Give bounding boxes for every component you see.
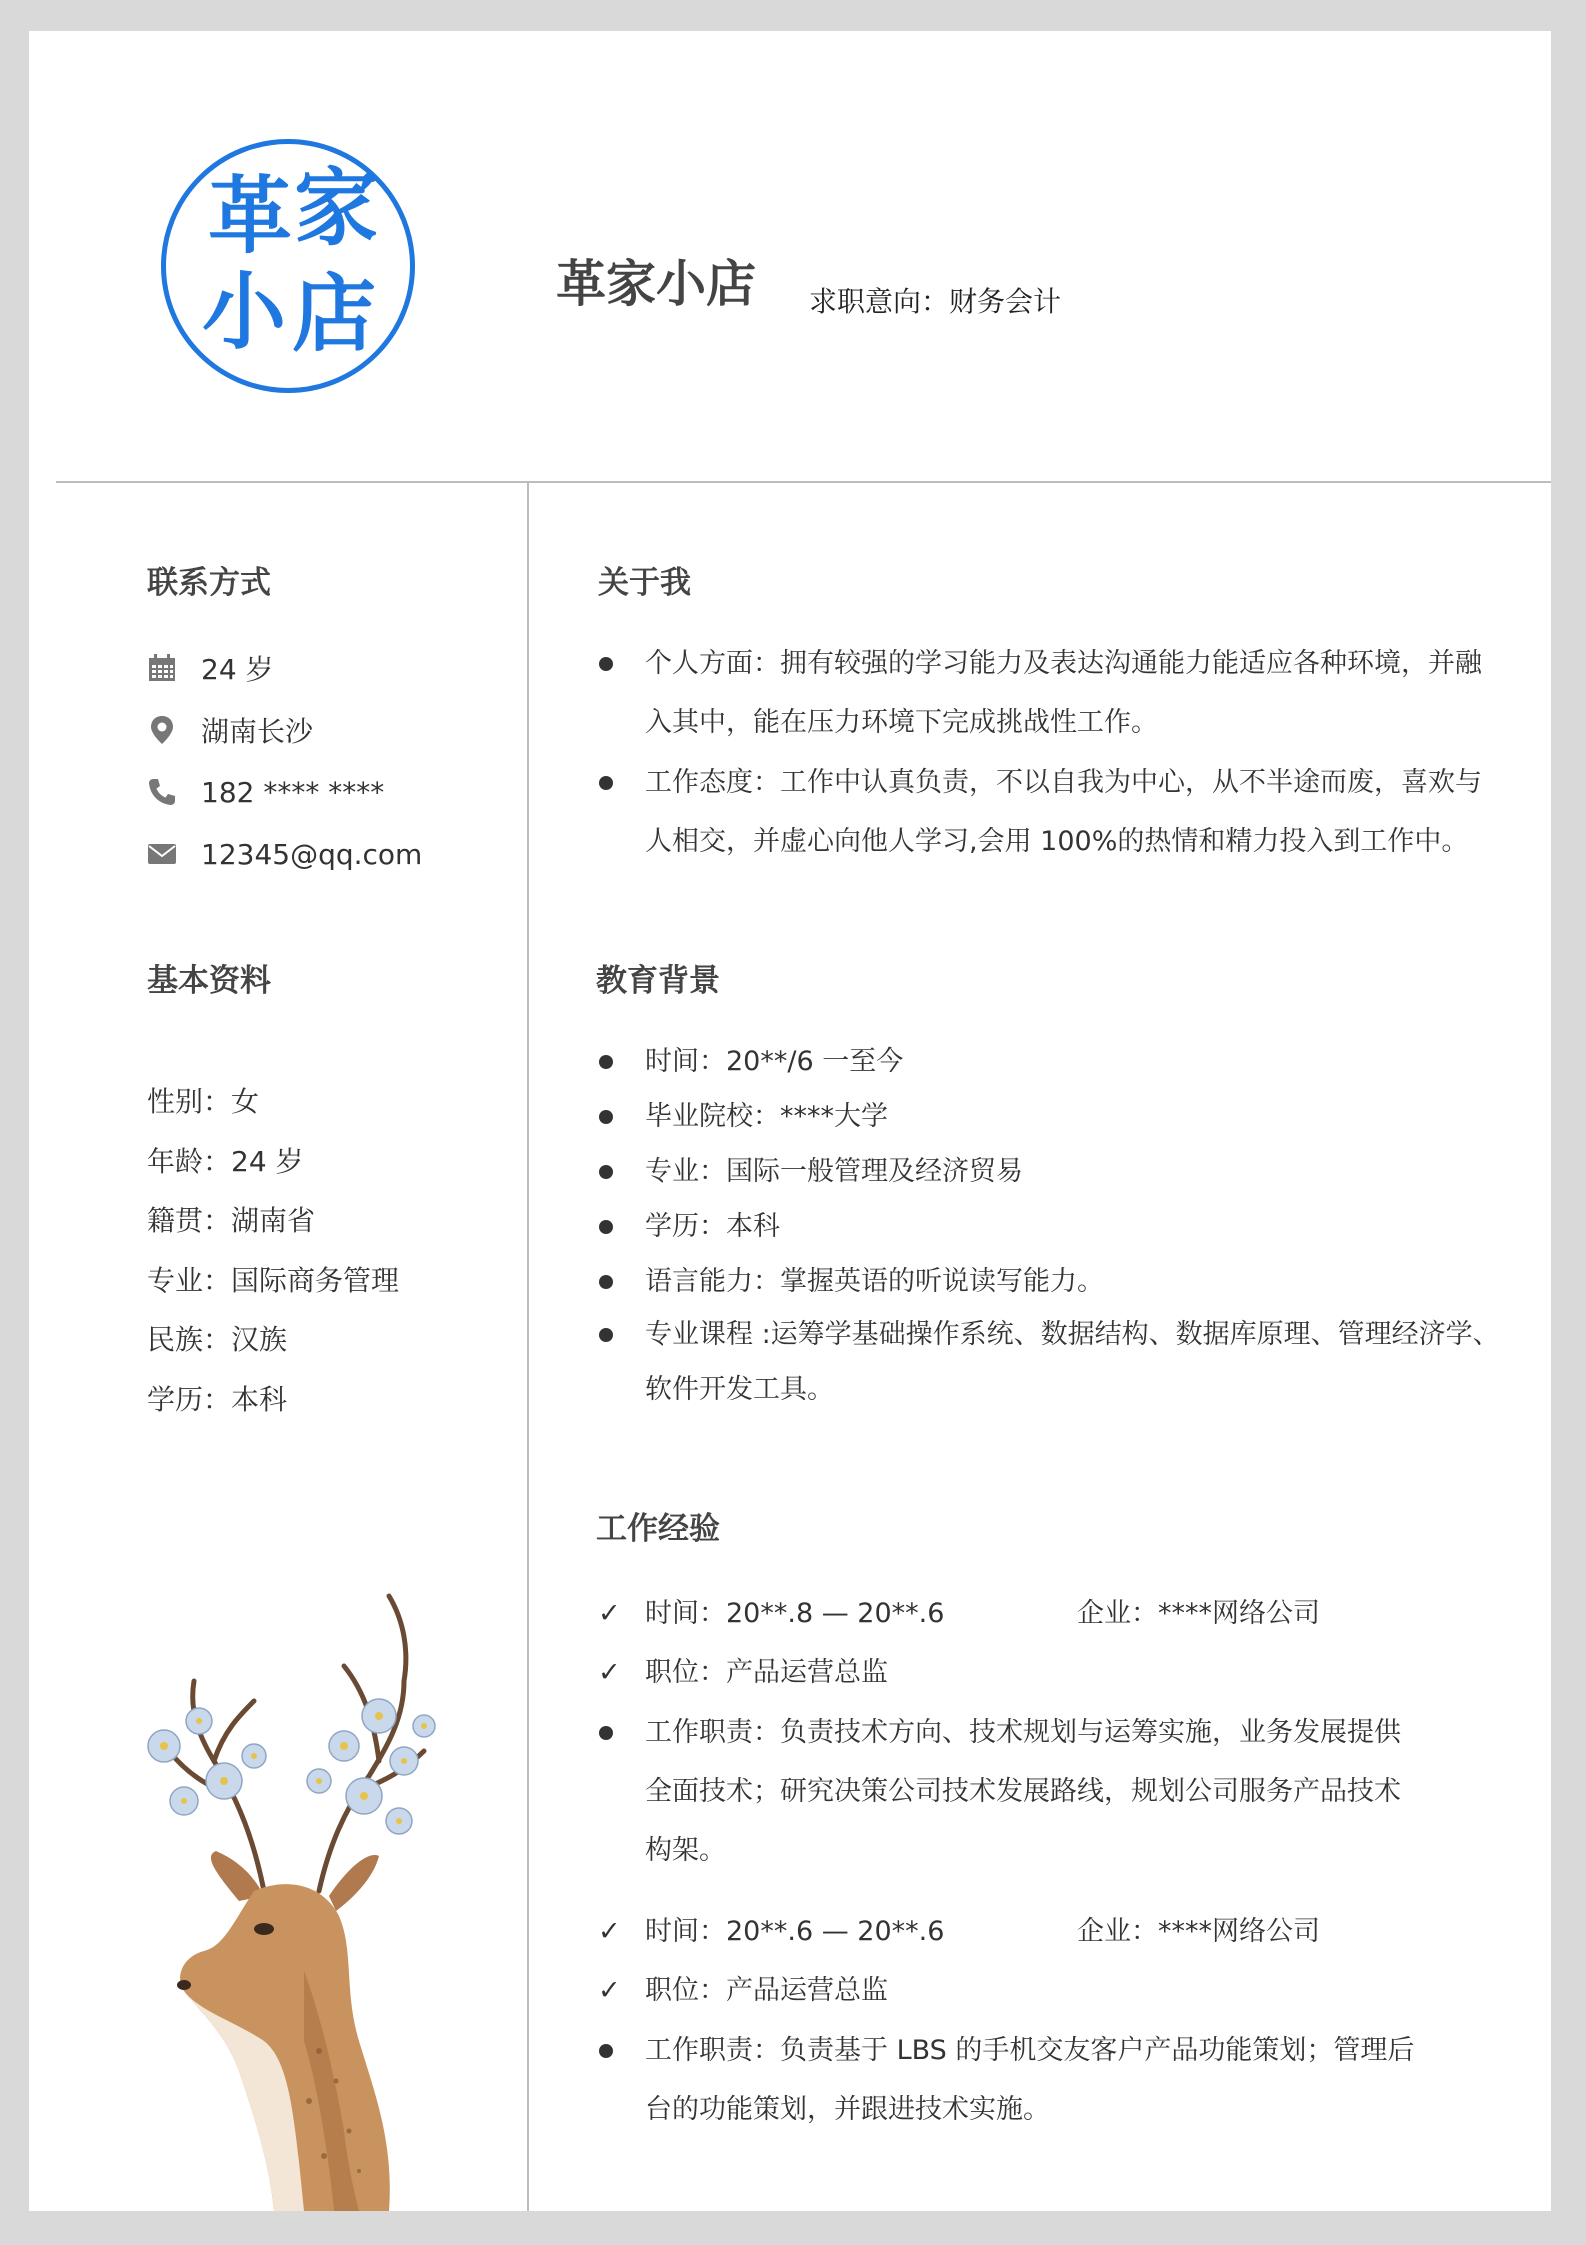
about-item [596,753,1506,871]
job-duty: 工作职责：负责技术方向、技术规划与运筹实施，业务发展提供全面技术；研究决策公司技术发展路线，规划公司服务产品技术构架。 [645,1717,1401,1866]
about-item-text: 工作态度：工作中认真负责，不以自我为中心，从不半途而废，喜欢与人相交，并虚心向他人学习,会用 100%的热情和精力投入到工作中。 [645,767,1482,857]
job-time: 时间：20**.8 — 20**.6 [645,1598,945,1629]
education-item-text: 专业：国际一般管理及经济贸易 [645,1156,1023,1187]
job-duty: 工作职责：负责基于 LBS 的手机交友客户产品功能策划；管理后台的功能策划，并跟进技术实施。 [645,2035,1415,2125]
work-title: 工作经验 [596,1511,720,1547]
education-item [596,1032,1506,1091]
job-position-row [596,1643,1506,1702]
check-icon: ✓ [598,1975,621,2006]
candidate-name: 革家小店 [556,255,756,313]
phone-icon [147,777,177,807]
job-position: 职位：产品运营总监 [645,1657,888,1688]
about-item [596,634,1506,752]
mail-icon [147,839,177,869]
contact-phone-text: 182 **** **** [201,775,385,809]
contact-location-text: 湖南长沙 [201,715,314,748]
education-item-text: 时间：20**/6 一至今 [645,1046,904,1077]
check-icon: ✓ [598,1657,621,1688]
seal-char: 店 [292,264,377,363]
basic-hometown: 籍贯：湖南省 [147,1204,316,1237]
seal-char: 小 [202,262,287,361]
education-item-text: 语言能力：掌握英语的听说读写能力。 [645,1266,1104,1297]
basic-ethnicity: 民族：汉族 [147,1323,288,1356]
education-item-text: 专业课程 :运筹学基础操作系统、数据结构、数据库原理、管理经济学、软件开发工具。 [645,1319,1500,1405]
education-item [596,1087,1506,1146]
contact-age-text: 24 岁 [201,653,274,686]
about-item-text: 个人方面：拥有较强的学习能力及表达沟通能力能适应各种环境，并融入其中，能在压力环境下完成挑战性工作。 [645,648,1482,738]
check-icon: ✓ [598,1916,621,1947]
job-position-row [596,1961,1506,2020]
bullet-dot [599,1165,613,1179]
basic-major: 专业：国际商务管理 [147,1264,400,1297]
job-duty-row [596,2021,1426,2139]
basic-title: 基本资料 [147,963,271,999]
about-title: 关于我 [598,565,691,601]
logo-seal [161,139,415,393]
education-title: 教育背景 [596,963,720,999]
contact-location [147,710,313,750]
bullet-dot [599,1220,613,1234]
education-item-text: 毕业院校：****大学 [645,1101,888,1132]
basic-degree: 学历：本科 [147,1383,288,1416]
calendar-icon [147,653,177,683]
resume-page [29,31,1551,2211]
job-position: 职位：产品运营总监 [645,1975,888,2006]
bullet-dot [599,657,613,671]
seal-char: 家 [294,158,379,257]
job-company: 企业：****网络公司 [1077,1916,1320,1947]
seal-char: 革 [208,166,293,265]
header-divider [56,481,1551,483]
job-company: 企业：****网络公司 [1077,1598,1320,1629]
job-intent: 求职意向：财务会计 [809,285,1062,318]
deer-illustration [104,1571,544,2211]
contact-title: 联系方式 [147,565,271,601]
education-item [596,1252,1506,1311]
education-item [596,1307,1506,1417]
bullet-dot [599,1328,613,1342]
contact-phone [147,772,384,812]
education-item-text: 学历：本科 [645,1211,780,1242]
contact-age [147,648,274,688]
check-icon: ✓ [598,1598,621,1629]
bullet-dot [599,1110,613,1124]
contact-email [147,834,422,874]
bullet-dot [599,2044,613,2058]
education-item [596,1197,1506,1256]
job-time: 时间：20**.6 — 20**.6 [645,1916,945,1947]
job-time-row [596,1902,1506,1961]
bullet-dot [599,1275,613,1289]
bullet-dot [599,1726,613,1740]
basic-age: 年龄：24 岁 [147,1145,304,1178]
bullet-dot [599,776,613,790]
location-pin-icon [147,715,177,745]
bullet-dot [599,1055,613,1069]
education-item [596,1142,1506,1201]
job-duty-row [596,1703,1426,1880]
basic-gender: 性别：女 [147,1085,260,1118]
contact-email-text: 12345@qq.com [201,837,423,871]
job-time-row [596,1584,1506,1643]
